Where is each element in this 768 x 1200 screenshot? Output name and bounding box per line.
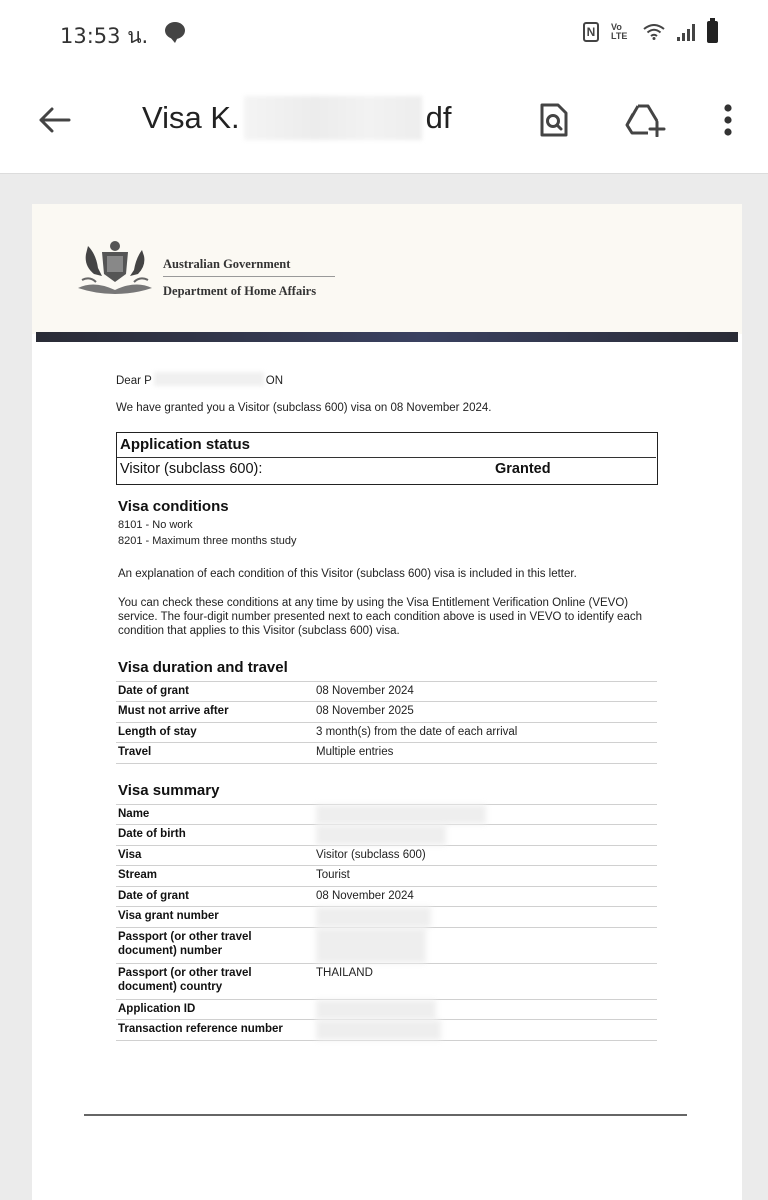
row-key: Must not arrive after [118, 705, 229, 717]
row-key: Name [118, 808, 150, 820]
add-to-drive-icon [624, 103, 668, 137]
row-value: Multiple entries [316, 746, 394, 758]
row-value: 08 November 2025 [316, 705, 414, 717]
find-in-page-icon [539, 102, 569, 138]
row-value: 08 November 2024 [316, 685, 414, 697]
row-key: Travel [118, 746, 152, 758]
row-value: 08 November 2024 [316, 890, 414, 902]
row-key: Passport (or other travel document) country [118, 967, 252, 993]
more-vert-icon [723, 102, 733, 138]
visa-summary-title: Visa summary [118, 782, 220, 799]
line-icon [165, 22, 185, 39]
visa-summary-table [116, 804, 657, 1041]
file-title-start: Visa K. [142, 100, 240, 135]
table-row [116, 846, 657, 866]
status-time: 13:53 น. [60, 24, 149, 48]
row-key: Passport (or other travel document) number [118, 931, 252, 957]
redacted-value [316, 1000, 436, 1019]
table-row [116, 682, 657, 702]
dept-name: Department of Home Affairs [163, 284, 317, 298]
footer-divider [84, 1114, 687, 1116]
row-key: Stream [118, 869, 157, 881]
battery-icon [707, 21, 718, 43]
application-status-title: Application status [120, 436, 251, 453]
status-icons [583, 18, 718, 46]
redacted-value [316, 825, 446, 845]
application-status-label: Visitor (subclass 600): [120, 461, 263, 477]
redacted-filename [244, 96, 422, 140]
salutation-start: Dear P [116, 375, 152, 387]
row-value: THAILAND [316, 967, 373, 979]
application-status-box [116, 432, 658, 485]
row-key: Visa grant number [118, 910, 219, 922]
table-row [116, 805, 657, 825]
condition-item: 8101 - No work [118, 519, 193, 531]
app-bar [0, 66, 768, 174]
salutation-end: ON [265, 375, 284, 387]
visa-conditions-title: Visa conditions [118, 498, 229, 515]
row-key: Date of grant [118, 685, 189, 697]
table-row [116, 907, 657, 928]
table-row [116, 1000, 657, 1020]
file-title-end: df [425, 100, 452, 135]
table-row [116, 866, 657, 887]
row-value: Tourist [316, 869, 350, 881]
letterhead [32, 204, 742, 334]
redacted-value [316, 928, 426, 963]
table-row [116, 887, 657, 907]
more-options-button[interactable] [706, 96, 750, 144]
redacted-value [316, 907, 431, 927]
redacted-value [316, 805, 486, 824]
volte-icon: Vo LTE [611, 22, 628, 41]
status-bar [0, 0, 768, 66]
application-status-value: Granted [495, 461, 551, 477]
signal-icon [677, 23, 695, 41]
row-key: Date of birth [118, 828, 186, 840]
header-band [36, 332, 738, 342]
wifi-icon [643, 24, 665, 40]
gov-divider [163, 276, 335, 277]
row-key: Date of grant [118, 890, 189, 902]
row-value: Visitor (subclass 600) [316, 849, 426, 861]
status-divider [117, 457, 656, 458]
back-button[interactable] [30, 96, 78, 144]
table-row [116, 723, 657, 743]
table-row [116, 1020, 657, 1041]
gov-name: Australian Government [163, 257, 291, 271]
row-key: Transaction reference number [118, 1023, 283, 1035]
table-row [116, 964, 657, 1000]
arrow-back-icon [37, 106, 71, 134]
salutation [116, 372, 283, 387]
add-to-drive-button[interactable] [622, 96, 670, 144]
explanation-text: An explanation of each condition of this Visitor (subclass 600) visa is included in this letter. [118, 568, 577, 580]
redacted-name [154, 372, 264, 386]
row-key: Length of stay [118, 726, 197, 738]
redacted-value [316, 1020, 441, 1040]
grant-statement: We have granted you a Visitor (subclass 600) visa on 08 November 2024. [116, 402, 492, 414]
coat-of-arms-icon [74, 236, 156, 300]
nfc-icon: N [583, 22, 599, 42]
row-key: Visa [118, 849, 142, 861]
condition-item: 8201 - Maximum three months study [118, 535, 297, 547]
table-row [116, 702, 657, 723]
visa-duration-title: Visa duration and travel [118, 659, 288, 676]
row-key: Application ID [118, 1003, 196, 1015]
row-value: 3 month(s) from the date of each arrival [316, 726, 518, 738]
table-row [116, 743, 657, 764]
file-title [142, 96, 452, 140]
table-row [116, 825, 657, 846]
pdf-page[interactable] [32, 204, 742, 1200]
visa-duration-table [116, 681, 657, 764]
table-row [116, 928, 657, 964]
vevo-text: You can check these conditions at any time by using the Visa Entitlement Verification Online (VEVO) service. The four-digit number presented next to each condition above is used in VEVO to identify each condition that applies to this Visitor (subclass 600) visa. [118, 597, 642, 637]
find-in-page-button[interactable] [530, 96, 578, 144]
